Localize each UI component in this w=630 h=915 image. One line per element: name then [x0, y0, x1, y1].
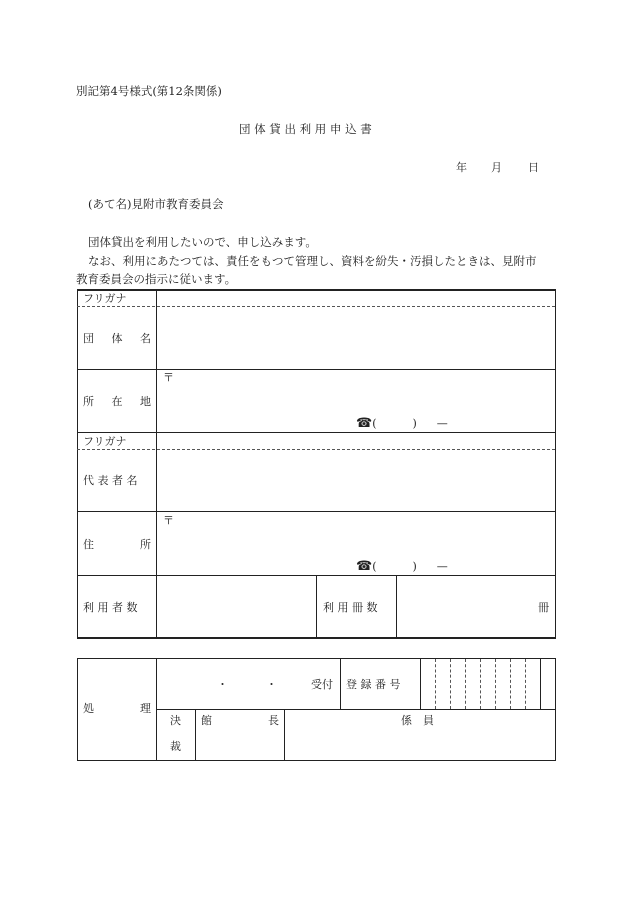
registration-number-field[interactable] [422, 660, 539, 708]
rep-furigana-field[interactable] [158, 434, 554, 448]
address-postal-mark: 〒 [163, 514, 174, 527]
group-name-label: 団 体 名 [83, 332, 151, 345]
date-year-label: 年 [456, 161, 467, 174]
rep-name-field[interactable] [158, 451, 554, 510]
registration-number-label: 登 録 番 号 [346, 678, 401, 691]
intro-line-1: 団体貸出を利用したいので、申し込みます。 [88, 235, 317, 249]
address-phone[interactable]: ☎( ) — [356, 559, 448, 574]
location-postal-mark: 〒 [163, 371, 174, 384]
date-month-label: 月 [491, 161, 502, 174]
phone-icon: ☎ [356, 416, 373, 431]
processing-label: 処 理 [83, 702, 151, 715]
group-name-field[interactable] [158, 308, 554, 368]
location-label: 所 在 地 [83, 395, 151, 408]
users-count-field[interactable] [158, 577, 315, 636]
form-reference: 別記第4号様式(第12条関係) [76, 84, 222, 98]
books-count-label: 利 用 冊 数 [323, 601, 378, 614]
addressee: (あて名)見附市教育委員会 [88, 197, 224, 211]
books-count-field[interactable] [398, 577, 554, 636]
director-label: 館 長 [201, 714, 279, 727]
users-count-label: 利 用 者 数 [83, 601, 138, 614]
group-furigana-label: フリガナ [83, 292, 127, 305]
address-label: 住 所 [83, 538, 151, 551]
staff-label: 係 員 [401, 714, 434, 727]
intro-line-2: なお、利用にあたつては、責任をもつて管理し、資料を紛失・汚損したときは、見附市 [88, 254, 537, 268]
intro-line-3: 教育委員会の指示に従います。 [76, 272, 237, 286]
received-label: 受付 [311, 678, 333, 691]
books-unit: 冊 [538, 601, 549, 614]
rep-name-label: 代 表 者 名 [83, 474, 138, 487]
approval-label-2: 裁 [170, 740, 181, 753]
group-furigana-field[interactable] [158, 291, 554, 305]
date-day-label: 日 [528, 161, 539, 174]
location-phone[interactable]: ☎( ) — [356, 416, 448, 431]
phone-icon: ☎ [356, 559, 373, 574]
received-date-dot-2: ・ [266, 678, 277, 691]
rep-furigana-label: フリガナ [83, 435, 127, 448]
form-title: 団 体 貸 出 利 用 申 込 書 [239, 122, 372, 136]
received-date-dot-1: ・ [217, 678, 228, 691]
approval-label-1: 決 [170, 714, 181, 727]
